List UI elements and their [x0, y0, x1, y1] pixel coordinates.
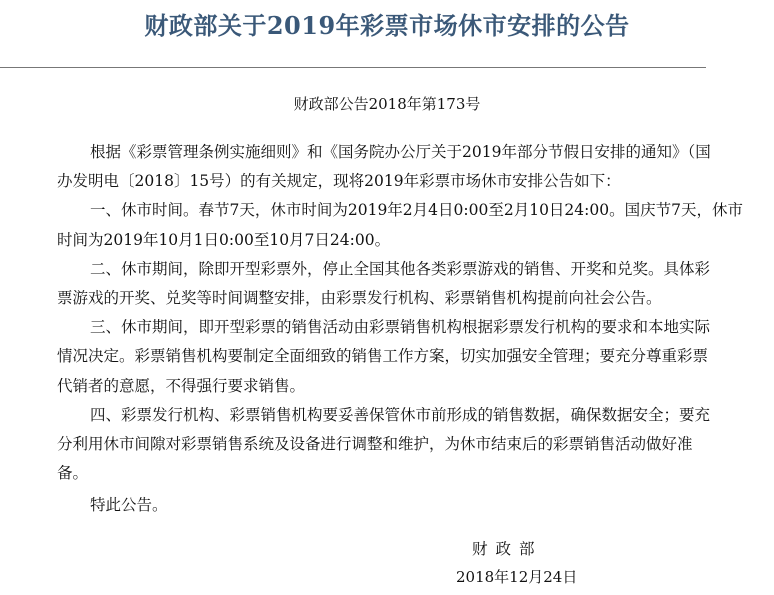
- paragraph-line: 备。: [57, 464, 89, 483]
- paragraph: [57, 138, 747, 196]
- paragraph-line: 二、休市期间，除即开型彩票外，停止全国其他各类彩票游戏的销售、开奖和兑奖。具体彩: [90, 259, 711, 278]
- paragraph: [57, 255, 747, 313]
- signature: 财政部: [472, 540, 543, 558]
- paragraph-line: 四、彩票发行机构、彩票销售机构要妥善保管休市前形成的销售数据，确保数据安全；要充: [90, 405, 711, 424]
- paragraph-line: 根据《彩票管理条例实施细则》和《国务院办公厅关于2019年部分节假日安排的通知》（国: [90, 143, 711, 161]
- paragraph-line: 代销者的意愿，不得强行要求销售。: [57, 376, 306, 395]
- paragraph-line: 时间为2019年10月1日0:00至10月7日24:00。: [57, 230, 391, 249]
- document-body: [57, 138, 747, 521]
- document-number: 财政部公告2018年第173号: [293, 95, 481, 113]
- paragraph-line: 一、休市时间。春节7天，休市时间为2019年2月4日0:00至2月10日24:00。国庆节7天，休市: [90, 201, 743, 220]
- paragraph-line: 三、休市期间，即开型彩票的销售活动由彩票销售机构根据彩票发行机构的要求和本地实际: [90, 318, 711, 337]
- paragraph: [57, 313, 747, 401]
- paragraph-line: 分利用休市间隙对彩票销售系统及设备进行调整和维护，为休市结束后的彩票销售活动做好准: [57, 435, 693, 454]
- page-title: 财政部关于2019年彩票市场休市安排的公告: [144, 11, 630, 40]
- closing-text: 特此公告。: [90, 496, 168, 515]
- document-date: 2018年12月24日: [456, 568, 578, 586]
- paragraph-line: 票游戏的开奖、兑奖等时间调整安排，由彩票发行机构、彩票销售机构提前向社会公告。: [57, 289, 662, 308]
- divider: [0, 67, 706, 68]
- paragraph: [57, 401, 747, 489]
- paragraph: [57, 196, 747, 254]
- paragraph-line: 情况决定。彩票销售机构要制定全面细致的销售工作方案，切实加强安全管理；要充分尊重彩票: [57, 347, 709, 366]
- paragraph-line: 办发明电〔2018〕15号）的有关规定，现将2019年彩票市场休市安排公告如下：: [57, 172, 621, 191]
